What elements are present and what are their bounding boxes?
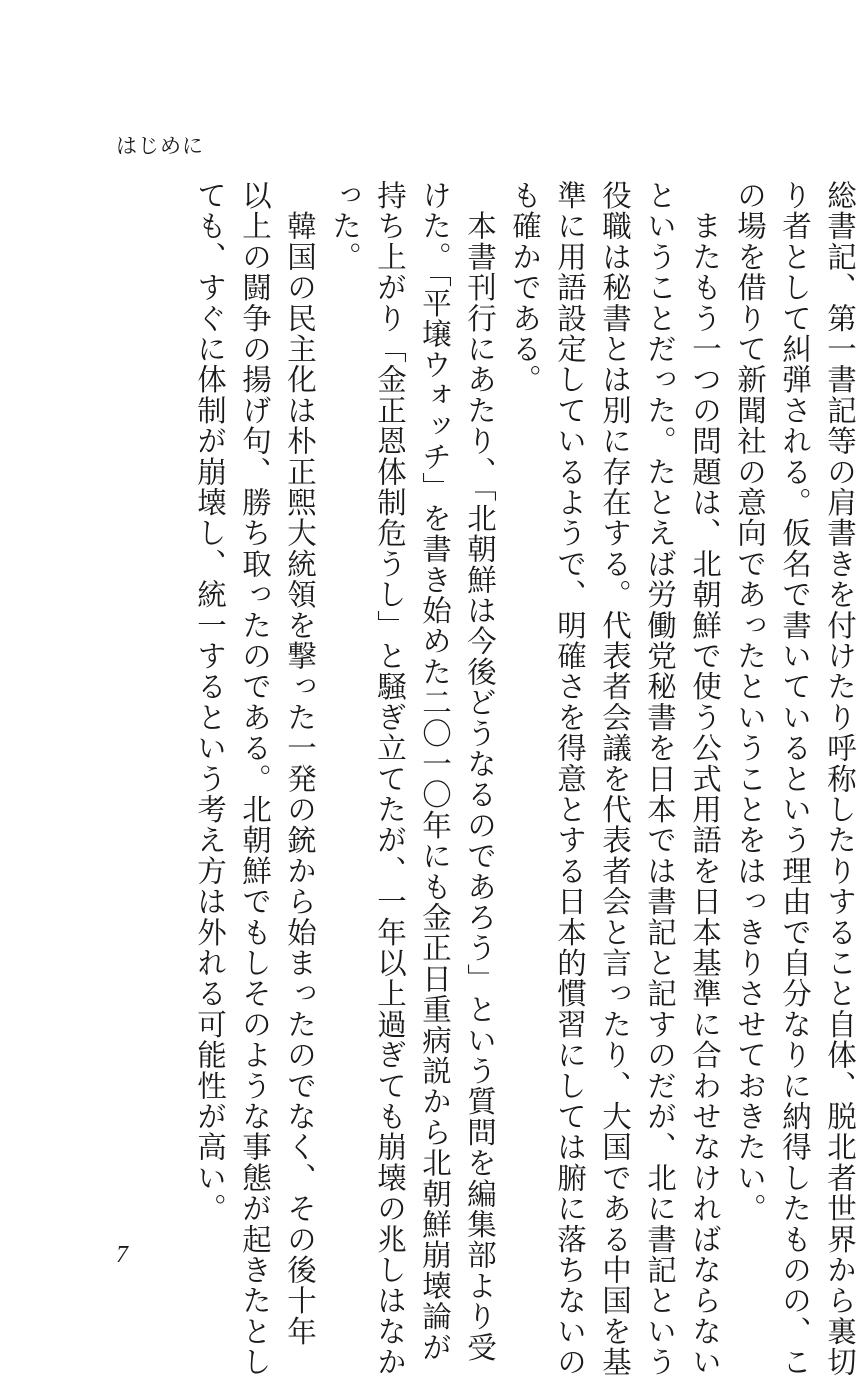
text-line: またもう一つの問題は、北朝鮮で使う公式用語を日本基準に合わせなければならない [688,180,722,1377]
text-line: 本書刊行にあたり、「北朝鮮は今後どうなるのであろう」という質問を編集部より受 [463,180,497,1363]
text-line: 役職は秘書とは別に存在する。代表者会議を代表者会と言ったり、大国である中国を基 [598,180,632,1377]
text-line: 持ち上がり「金正恩体制危うし」と騒ぎ立てたが、一年以上過ぎても崩壊の兆しはなか [373,180,407,1377]
text-line: 韓国の民主化は朴正煕大統領を撃った一発の銃から始まったのでなく、その後十年 [283,180,317,1347]
text-line: 準に用語設定しているようで、明確さを得意とする日本的慣習にしては腑に落ちないの [553,180,587,1377]
text-line: ても、すぐに体制が崩壊し、統一するという考え方は外れる可能性が高い。 [193,180,227,1224]
running-header: はじめに [116,134,204,158]
text-line: った。 [328,180,362,273]
text-line: の場を借りて新聞社の意向であったということをはっきりさせておきたい。 [733,180,767,1224]
body-text [193,180,860,1377]
page-number: 7 [116,1242,128,1268]
text-line: 総書記、第一書記等の肩書きを付けたり呼称したりすること自体、脱北者世界から裏切 [823,180,857,1377]
text-line: 以上の闘争の揚げ句、勝ち取ったのである。北朝鮮でもしそのような事態が起きたとし [238,180,272,1377]
text-line: けた。「平壌ウォッチ」を書き始めた二〇一〇年にも金正日重病説から北朝鮮崩壊論が [418,180,452,1363]
text-line: り者として糾弾される。仮名で書いているという理由で自分なりに納得したものの、こ [778,180,812,1377]
text-line: ということだった。たとえば労働党秘書を日本では書記と記すのだが、北に書記という [643,180,677,1377]
text-line: も確かである。 [508,180,542,395]
